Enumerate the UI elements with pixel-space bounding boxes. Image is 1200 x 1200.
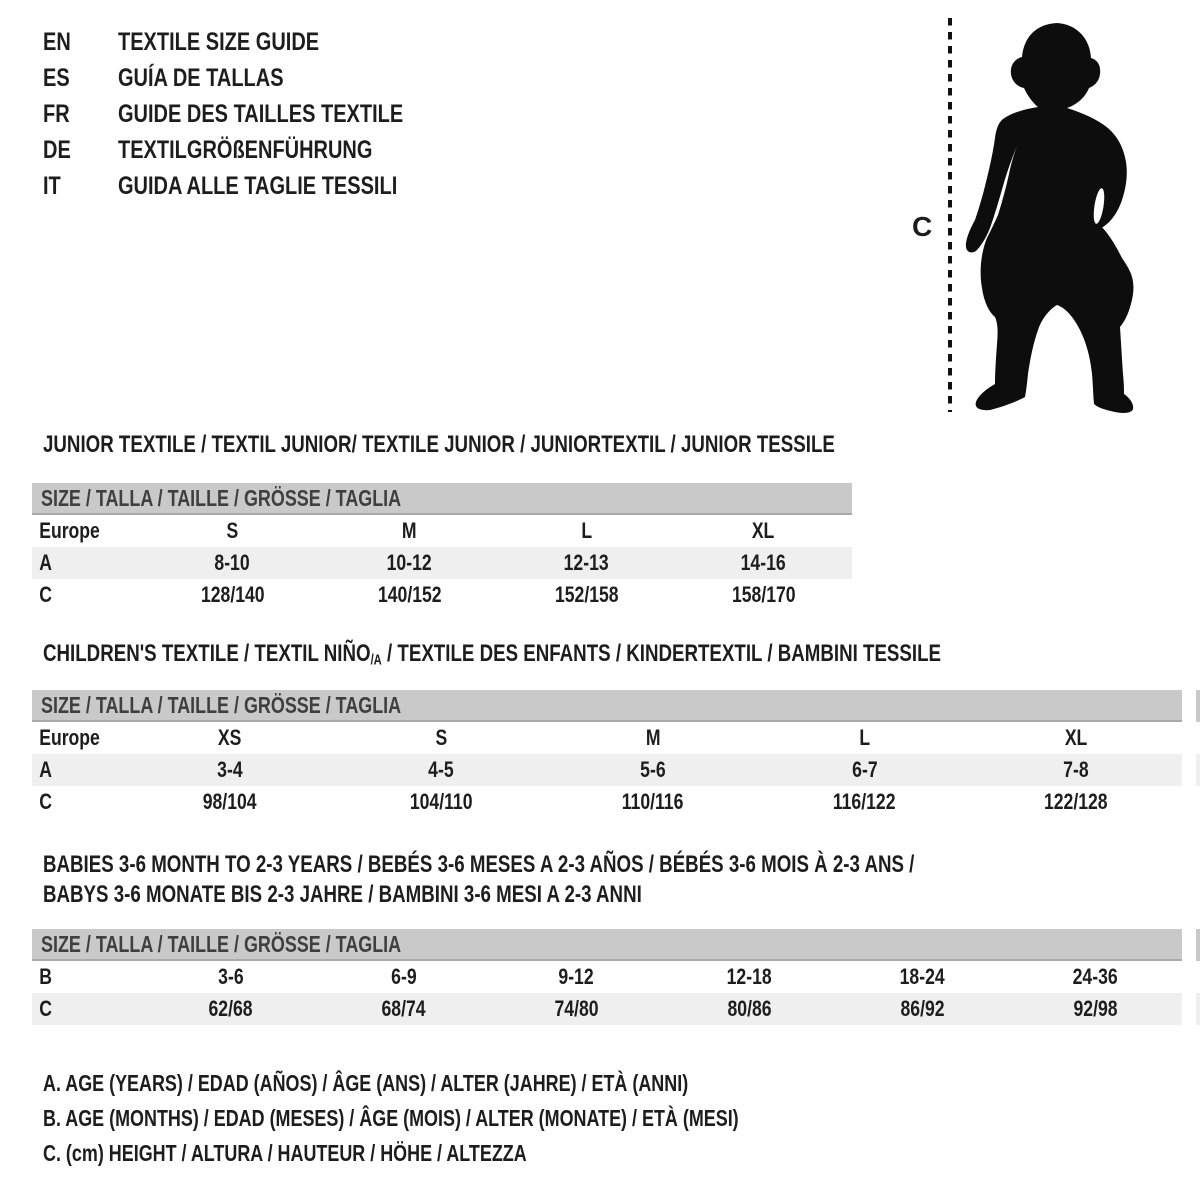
size-cell [321, 582, 498, 608]
legend-text: B. AGE (MONTHS) / EDAD (MESES) / ÂGE (MOIS) / ALTER (MONATE) / ETÀ (MESI) [43, 1105, 739, 1131]
size-cell-value: S [226, 518, 239, 543]
row-label: Europe [39, 725, 100, 750]
size-cell [124, 757, 336, 783]
table-row [32, 515, 852, 547]
size-cell [970, 757, 1182, 783]
legend-text: C. (cm) HEIGHT / ALTURA / HAUTEUR / HÖHE / ALTEZZA [43, 1140, 527, 1166]
size-cell-value: 7-8 [1063, 757, 1089, 782]
legend-text: A. AGE (YEARS) / EDAD (AÑOS) / ÂGE (ANS) / ALTER (JAHRE) / ETÀ (ANNI) [43, 1070, 689, 1096]
size-cell [759, 789, 971, 815]
table-header [32, 690, 1182, 722]
table-edge-fragment [1196, 993, 1200, 1025]
size-cell [1009, 964, 1182, 990]
language-title-block [43, 24, 475, 204]
size-cell [490, 964, 663, 990]
size-cell-value: L [859, 725, 870, 750]
size-cell-value: M [645, 725, 661, 750]
title-part: CHILDREN'S TEXTILE / TEXTIL NIÑO [43, 640, 371, 667]
language-row [43, 96, 475, 132]
size-cell-value: 4-5 [428, 757, 455, 782]
toddler-silhouette-icon [966, 23, 1134, 413]
size-cell-value: 116/122 [833, 789, 896, 814]
language-row [43, 60, 475, 96]
size-cell [144, 582, 321, 608]
size-cell-value: 128/140 [200, 582, 265, 607]
size-cell [144, 996, 317, 1022]
size-cell [663, 964, 836, 990]
title-part: /A [370, 652, 382, 669]
legend-line [43, 1101, 935, 1136]
size-cell [317, 964, 490, 990]
legend-line [43, 1136, 935, 1171]
row-label: C [39, 582, 52, 607]
row-label: B [39, 964, 52, 989]
size-cell [547, 725, 759, 751]
table-header-label: SIZE / TALLA / TAILLE / GRÖSSE / TAGLIA [41, 484, 402, 511]
size-cell-value: 158/170 [731, 582, 796, 607]
row-label: C [39, 789, 52, 814]
language-guide-title: GUIDE DES TAILLES TEXTILE [118, 99, 404, 128]
table-header [32, 929, 1182, 961]
size-cell [144, 550, 321, 576]
size-cell [498, 582, 675, 608]
row-label: A [39, 550, 52, 575]
height-measure-label: C [912, 211, 933, 242]
size-cell-value: 104/110 [410, 789, 473, 814]
table-row [32, 547, 852, 579]
language-guide-title: GUÍA DE TALLAS [118, 63, 284, 92]
section-title-text [43, 640, 941, 669]
size-cell [336, 789, 548, 815]
size-cell-value: 24-36 [1072, 964, 1119, 989]
language-code: ES [43, 63, 70, 92]
title-part: / TEXTILE DES ENFANTS / KINDERTEXTIL / BAMBINI TESSILE [381, 640, 942, 667]
size-cell-value: 122/128 [1044, 789, 1108, 814]
size-cell-value: XL [752, 518, 775, 543]
language-code: IT [43, 171, 61, 200]
language-row [43, 168, 475, 204]
size-cell-value: 18-24 [899, 964, 946, 989]
size-cell [321, 518, 498, 544]
table-edge-fragment [1196, 754, 1200, 786]
size-cell-value: 80/86 [727, 996, 772, 1021]
table-header [32, 483, 852, 515]
size-cell-value: 6-9 [390, 964, 417, 989]
size-cell [321, 550, 498, 576]
section-title [43, 431, 1058, 459]
size-cell-value: 140/152 [377, 582, 442, 607]
size-cell-value: S [435, 725, 448, 750]
size-cell [547, 789, 759, 815]
size-cell-value: XL [1064, 725, 1088, 750]
title-part: BABIES 3-6 MONTH TO 2-3 YEARS / BEBÉS 3-6 MESES A 2-3 AÑOS / BÉBÉS 3-6 MOIS À 2-3 ANS / [43, 851, 915, 878]
size-cell [336, 757, 548, 783]
size-cell-value: L [581, 518, 592, 543]
section-title-text [43, 431, 835, 459]
size-cell-value: 92/98 [1073, 996, 1118, 1021]
table-row [32, 786, 1182, 818]
table-header-label: SIZE / TALLA / TAILLE / GRÖSSE / TAGLIA [41, 930, 402, 957]
size-cell [663, 996, 836, 1022]
size-cell [970, 789, 1182, 815]
section-title [43, 850, 1160, 910]
size-cell-value: 12-13 [563, 550, 610, 575]
size-cell-value: 12-18 [726, 964, 773, 989]
size-cell [547, 757, 759, 783]
language-row [43, 132, 475, 168]
table-edge-fragment [1196, 690, 1200, 722]
size-cell-value: 6-7 [851, 757, 878, 782]
size-cell-value: 86/92 [900, 996, 945, 1021]
language-guide-title: TEXTILGRÖßENFÜHRUNG [118, 135, 373, 164]
size-cell-value: 68/74 [381, 996, 426, 1021]
title-part: BABYS 3-6 MONATE BIS 2-3 JAHRE / BAMBINI 3-6 MESI A 2-3 ANNI [43, 881, 642, 908]
size-cell [336, 725, 548, 751]
size-cell [498, 550, 675, 576]
size-cell-value: 14-16 [740, 550, 787, 575]
size-cell [970, 725, 1182, 751]
section-title [43, 640, 1194, 669]
size-cell [144, 964, 317, 990]
size-cell [490, 996, 663, 1022]
table-row [32, 961, 1182, 993]
size-cell [317, 996, 490, 1022]
section-title-text [43, 850, 914, 910]
size-cell [124, 725, 336, 751]
size-cell-value: 152/158 [554, 582, 619, 607]
table-row [32, 993, 1182, 1025]
size-cell-value: 3-4 [217, 757, 243, 782]
table-header-label: SIZE / TALLA / TAILLE / GRÖSSE / TAGLIA [41, 691, 402, 718]
row-label: Europe [39, 518, 100, 543]
language-code: FR [43, 99, 70, 128]
size-cell-value: 8-10 [214, 550, 251, 575]
size-cell-value: 110/116 [622, 789, 684, 814]
size-cell [1009, 996, 1182, 1022]
size-table-babies [32, 929, 1182, 1025]
size-cell [675, 550, 852, 576]
language-guide-title: TEXTILE SIZE GUIDE [118, 27, 320, 56]
row-label: C [39, 996, 52, 1021]
size-cell-value: M [402, 518, 417, 543]
size-cell-value: 3-6 [217, 964, 244, 989]
language-row [43, 24, 475, 60]
size-cell-value: 74/80 [554, 996, 599, 1021]
size-cell [124, 789, 336, 815]
table-edge-fragment [1196, 929, 1200, 961]
table-row [32, 579, 852, 611]
table-row [32, 754, 1182, 786]
size-cell-value: 9-12 [558, 964, 595, 989]
toddler-figure [938, 12, 1148, 414]
size-cell-value: 98/104 [202, 789, 257, 814]
measure-legend [43, 1066, 935, 1171]
size-cell [836, 996, 1009, 1022]
size-cell-value: 10-12 [386, 550, 433, 575]
size-cell [675, 582, 852, 608]
language-guide-title: GUIDA ALLE TAGLIE TESSILI [118, 171, 398, 200]
size-cell [675, 518, 852, 544]
row-label: A [39, 757, 52, 782]
legend-line [43, 1066, 935, 1101]
size-table-children [32, 690, 1182, 818]
size-cell [836, 964, 1009, 990]
size-cell [759, 725, 971, 751]
size-cell-value: 62/68 [208, 996, 253, 1021]
size-cell-value: XS [218, 725, 242, 750]
language-code: DE [43, 135, 71, 164]
size-cell [498, 518, 675, 544]
size-table-junior [32, 483, 852, 611]
size-cell-value: 5-6 [640, 757, 666, 782]
size-cell [144, 518, 321, 544]
table-row [32, 722, 1182, 754]
size-cell [759, 757, 971, 783]
language-code: EN [43, 27, 71, 56]
title-part: JUNIOR TEXTILE / TEXTIL JUNIOR/ TEXTILE JUNIOR / JUNIORTEXTIL / JUNIOR TESSILE [43, 431, 835, 458]
